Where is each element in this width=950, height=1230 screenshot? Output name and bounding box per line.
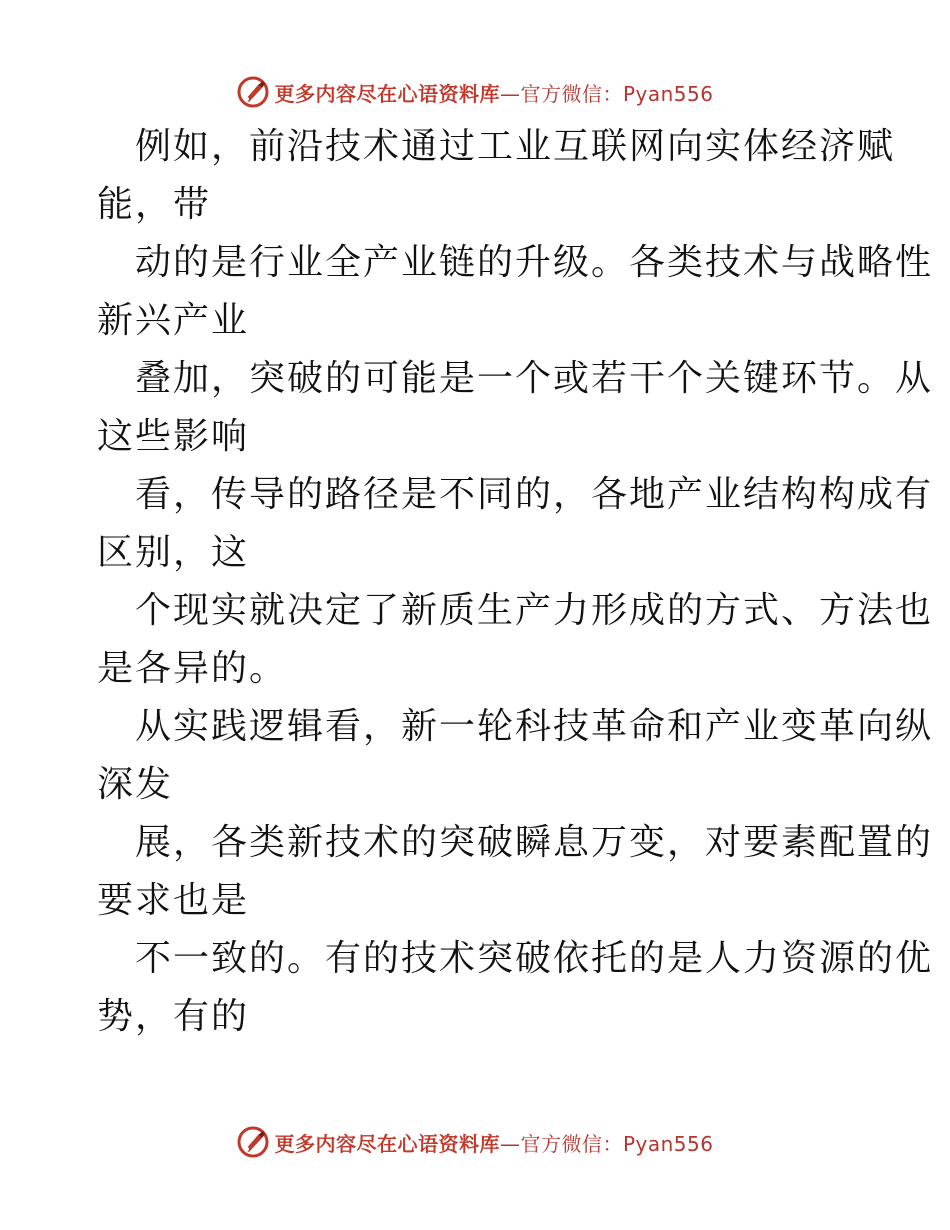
paragraph-line: 从实践逻辑看，新一轮科技革命和产业变革向纵	[135, 706, 934, 747]
paragraph-line: 叠加，突破的可能是一个或若干个关键环节。从	[135, 358, 934, 399]
header-watermark	[0, 72, 950, 112]
watermark-main: 更多内容尽在心语资料库	[274, 1131, 500, 1156]
paragraph-line: 势，有的	[97, 996, 250, 1037]
paragraph	[97, 698, 934, 814]
paragraph	[97, 930, 934, 1046]
paragraph-line: 不一致的。有的技术突破依托的是人力资源的优	[135, 938, 934, 979]
paragraph-line: 这些影响	[97, 416, 250, 457]
pen-logo-icon	[236, 1125, 270, 1159]
paragraph-line: 能，带	[97, 184, 212, 225]
paragraph	[97, 118, 896, 234]
paragraph-line: 看，传导的路径是不同的，各地产业结构构成有	[135, 474, 934, 515]
paragraph	[97, 466, 934, 582]
watermark-main: 更多内容尽在心语资料库	[274, 81, 500, 106]
pen-logo-icon	[236, 75, 270, 109]
footer-watermark	[0, 1122, 950, 1162]
paragraph-line: 例如，前沿技术通过工业互联网向实体经济赋	[135, 126, 896, 167]
paragraph-line: 是各异的。	[97, 648, 288, 689]
watermark-text	[274, 1128, 713, 1157]
paragraph	[97, 582, 934, 698]
paragraph-line: 区别，这	[97, 532, 250, 573]
paragraph-line: 动的是行业全产业链的升级。各类技术与战略性	[135, 242, 934, 283]
paragraph-line: 深发	[97, 764, 174, 805]
document-body	[97, 118, 934, 1046]
paragraph	[97, 350, 934, 466]
watermark-text	[274, 78, 713, 107]
paragraph-line: 新兴产业	[97, 300, 250, 341]
paragraph	[97, 234, 934, 350]
watermark-rest: —官方微信：Pyan556	[499, 1131, 714, 1156]
paragraph-line: 个现实就决定了新质生产力形成的方式、方法也	[135, 590, 934, 631]
paragraph-line: 展，各类新技术的突破瞬息万变，对要素配置的	[135, 822, 934, 863]
paragraph	[97, 814, 934, 930]
paragraph-line: 要求也是	[97, 880, 250, 921]
watermark-rest: —官方微信：Pyan556	[499, 81, 714, 106]
